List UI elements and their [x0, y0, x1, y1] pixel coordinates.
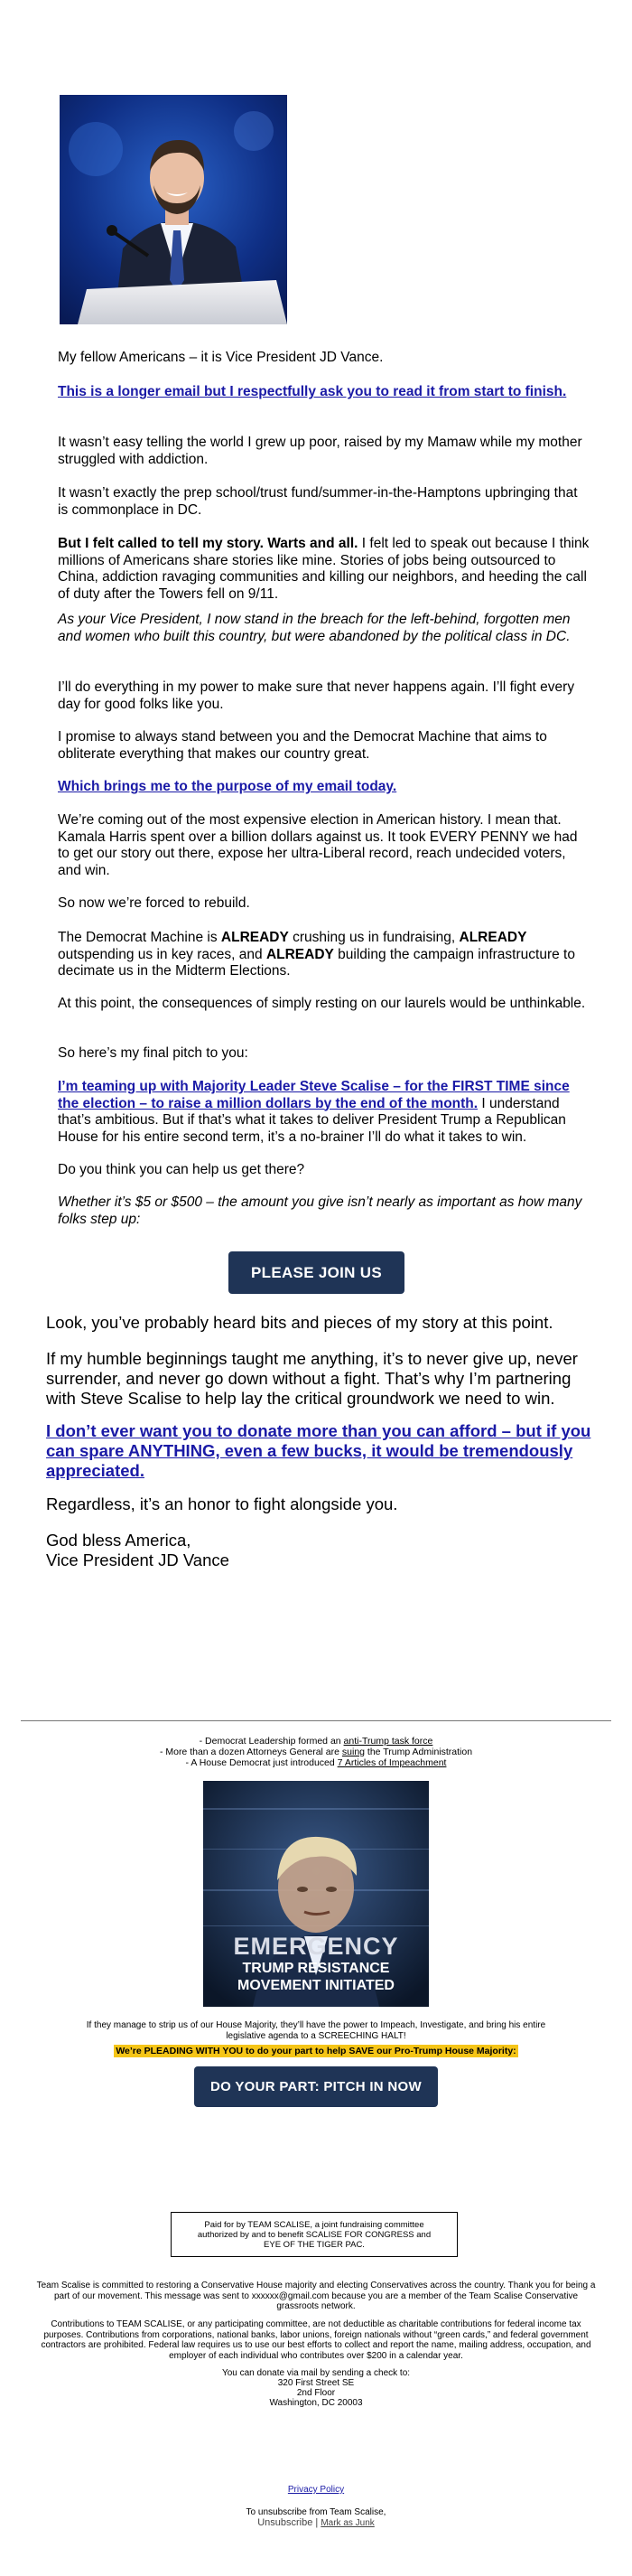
pitch-in-button[interactable]: DO YOUR PART: PITCH IN NOW — [194, 2066, 438, 2107]
scalise-link[interactable]: I’m teaming up with Majority Leader Steve Scalise – for the FIRST TIME since the election – to raise a million dollars by the end of the month. — [58, 1079, 570, 1111]
bullet-2-post: the Trump Administration — [365, 1747, 473, 1757]
highlight-text: We’re PLEADING WITH YOU to do your part to help SAVE our Pro-Trump House Majority: — [116, 2046, 516, 2056]
emergency-subtitle-2: MOVEMENT INITIATED — [237, 1978, 395, 1993]
hero-photo — [60, 95, 287, 324]
address-line-3: Washington, DC 20003 — [269, 2398, 363, 2408]
mark-as-junk-link[interactable]: Mark as Junk — [321, 2518, 375, 2528]
promise-paragraph: I promise to always stand between you and the Democrat Machine that aims to obliterate everything that makes our country great. — [58, 729, 547, 762]
unsubscribe-text: To unsubscribe from Team Scalise, — [246, 2507, 386, 2517]
read-request-link-paragraph — [58, 384, 590, 401]
purpose-link-paragraph — [58, 779, 590, 796]
unsubscribe-separator: | — [312, 2517, 321, 2528]
join-button[interactable]: PLEASE JOIN US — [228, 1251, 404, 1294]
consequences-paragraph: At this point, the consequences of simply resting on our laurels would be unthinkable. — [58, 996, 586, 1011]
emergency-title: EMERGENCY — [233, 1933, 399, 1960]
dm-text-a: The Democrat Machine is — [58, 930, 221, 945]
donate-link-paragraph — [46, 1421, 597, 1481]
section-divider — [21, 1720, 611, 1721]
unsubscribe-row — [0, 2517, 632, 2528]
story-bold-lead: But I felt called to tell my story. Warts and all. — [58, 536, 358, 551]
highlight-row — [0, 2042, 632, 2058]
bullet-3-text: - A House Democrat just introduced — [185, 1757, 338, 1768]
childhood-paragraph: It wasn’t easy telling the world I grew up poor, raised by my Mamaw while my mother struggled with addiction. — [58, 435, 582, 467]
dm-text-e: outspending us in key races, and — [58, 946, 266, 962]
promo-bullets — [90, 1736, 542, 1768]
purpose-link[interactable]: Which brings me to the purpose of my email today. — [58, 779, 397, 794]
upbringing-paragraph: It wasn’t exactly the prep school/trust fund/summer-in-the-Hamptons upbringing that is commonplace in DC. — [58, 485, 578, 518]
dm-bold-3: ALREADY — [265, 946, 334, 962]
speaker-illustration — [60, 95, 287, 324]
scalise-paragraph — [58, 1079, 590, 1146]
paid-for-box: Paid for by TEAM SCALISE, a joint fundraising committee authorized by and to benefit SCALISE FOR CONGRESS and EYE OF THE TIGER PAC. — [171, 2212, 458, 2257]
dm-text-g: building the campaign infrastructure to decimate us in the Midterm Elections. — [58, 946, 575, 979]
signature: Vice President JD Vance — [46, 1550, 229, 1569]
dm-bold-1: ALREADY — [220, 930, 289, 945]
check-intro: You can donate via mail by sending a check to: — [221, 2368, 411, 2378]
bullet-2 — [90, 1747, 542, 1757]
fight-paragraph: I’ll do everything in my power to make sure that never happens again. I’ll fight every day for good folks like you. — [58, 679, 575, 712]
address-line-2: 2nd Floor — [296, 2388, 336, 2398]
impeachment-link[interactable]: 7 Articles of Impeachment — [337, 1757, 447, 1768]
heard-story-paragraph: Look, you’ve probably heard bits and pieces of my story at this point. — [46, 1313, 553, 1332]
honor-paragraph: Regardless, it’s an honor to fight alongside you. — [46, 1494, 398, 1513]
vp-paragraph: As your Vice President, I now stand in the breach for the left-behind, forgotten men and women who built this country, but were abandoned by the political class in DC. — [58, 612, 571, 644]
dm-text-c: crushing us in fundraising, — [288, 930, 460, 945]
final-pitch-paragraph: So here’s my final pitch to you: — [58, 1045, 248, 1061]
election-paragraph: We’re coming out of the most expensive election in American history. I mean that. Kamala Harris spent over a billion dollars against us. It took EVERY PENNY we had to get our story out there, expose her ultra-Liberal record, reach undecided voters, and win. — [58, 812, 578, 878]
bullet-1-text: - Democrat Leadership formed an — [199, 1736, 344, 1747]
privacy-policy-link[interactable]: Privacy Policy — [287, 2485, 345, 2495]
about-text: Team Scalise is committed to restoring a Conservative House majority and electing Conservatives across the country. Thank you for being a part of our movement. This message was sent to xxxxxx@gmail.com because you are a member of the Team Scalise Conservative grassroots network. — [36, 2281, 596, 2311]
bullet-2-text: - More than a dozen Attorneys General are — [159, 1747, 342, 1757]
sign-off-line-1: God bless America, — [46, 1531, 191, 1550]
democrat-machine-paragraph — [58, 930, 590, 980]
humble-beginnings-paragraph: If my humble beginnings taught me anything, it’s to never give up, never surrender, and never go down without a fight. That’s why I’m partnering with Steve Scalise to help lay the critical groundwork we need to win. — [46, 1349, 578, 1408]
legal-disclaimer: Contributions to TEAM SCALISE, or any participating committee, are not deductible as charitable contributions for federal income tax purposes. Contributions from corporations, national banks, labor unions, foreign nationals without “green cards,” and federal government contractors are prohibited. Federal law requires us to use our best efforts to collect and report the name, mailing address, occupation, and employer of each individual who contributes over $200 in a calendar year. — [41, 2319, 591, 2361]
emergency-banner-image[interactable] — [203, 1781, 429, 2007]
bullet-3 — [90, 1757, 542, 1768]
amount-paragraph: Whether it’s $5 or $500 – the amount you give isn’t nearly as important as how many folks step up: — [58, 1194, 582, 1227]
privacy-row — [0, 2485, 632, 2495]
suing-link[interactable]: suing — [341, 1747, 365, 1757]
scalise-rest: I understand that’s ambitious. But if that’s what it takes to deliver President Trump a Republican House for his entire second term, it’s a no-brainer I’ll do what it takes to win. — [58, 1095, 566, 1145]
unsubscribe-link[interactable]: Unsubscribe — [257, 2517, 313, 2528]
task-force-link[interactable]: anti-Trump task force — [343, 1736, 433, 1747]
donate-link[interactable]: I don’t ever want you to donate more than you can afford – but if you can spare ANYTHING, even a few bucks, it would be tremendously appreciated. — [46, 1421, 591, 1480]
bullet-1 — [90, 1736, 542, 1747]
emergency-subtitle-1: TRUMP RESISTANCE — [242, 1961, 390, 1976]
story-rest: I felt led to speak out because I think millions of Americans share stories like mine. Stories of jobs being outsourced to China, addiction ravaging communities and killing our neighbors, and heeding the call of duty after the Towers fell on 9/11. — [58, 536, 590, 602]
rebuild-paragraph: So now we’re forced to rebuild. — [58, 895, 250, 911]
impeach-warning: If they manage to strip us of our House Majority, they’ll have the power to Impeach, Investigate, and bring his entire legislative agenda to a SCREECHING HALT! — [86, 2020, 546, 2041]
address-line-1: 320 First Street SE — [277, 2378, 355, 2388]
greeting-paragraph: My fellow Americans – it is Vice President JD Vance. — [58, 350, 384, 365]
help-question-paragraph: Do you think you can help us get there? — [58, 1162, 305, 1177]
dm-bold-2: ALREADY — [459, 930, 527, 945]
read-request-link[interactable]: This is a longer email but I respectfully ask you to read it from start to finish. — [58, 384, 567, 399]
story-paragraph — [58, 536, 590, 603]
